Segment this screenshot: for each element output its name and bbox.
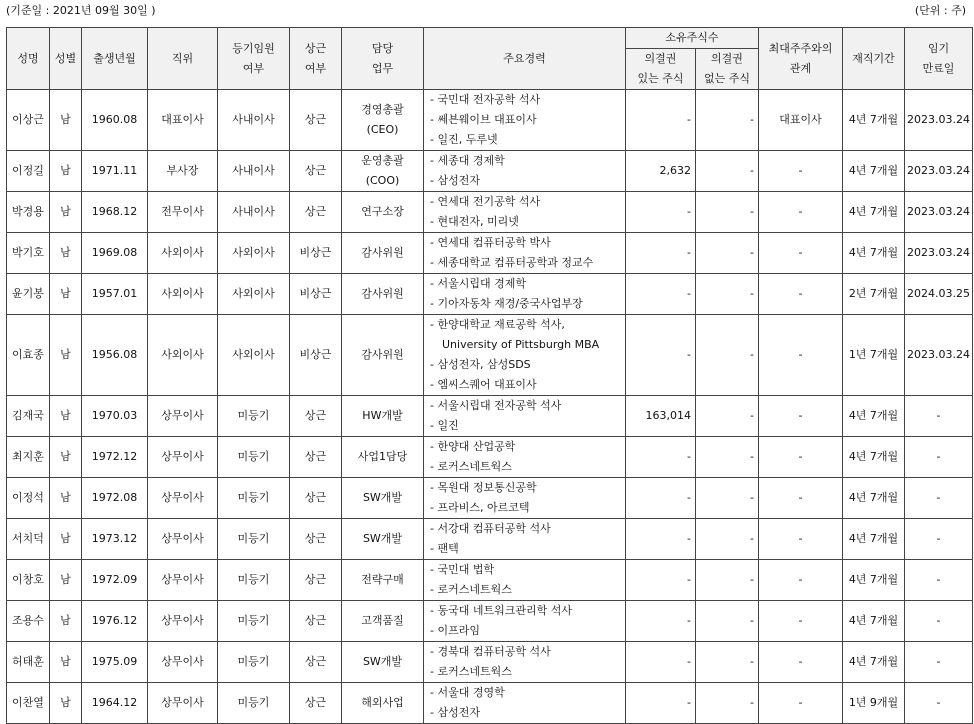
cell-term: 2023.03.24 — [905, 192, 973, 233]
header-gender: 성별 — [50, 28, 82, 90]
table-row — [7, 683, 973, 724]
cell-name: 박기호 — [7, 233, 50, 274]
career-line: - 이프라임 — [430, 624, 480, 637]
career-line: - 팬텍 — [430, 542, 459, 555]
cell-voting: - — [626, 315, 696, 396]
career-line: - 프라비스, 아르코텍 — [430, 501, 530, 514]
header-birth: 출생년월 — [82, 28, 148, 90]
cell-term: - — [905, 396, 973, 437]
cell-birth: 1973.12 — [82, 519, 148, 560]
cell-term: - — [905, 519, 973, 560]
cell-term: - — [905, 601, 973, 642]
career-line: - 쎄븐웨이브 대표이사 — [430, 113, 537, 126]
cell-fulltime: 상근 — [290, 478, 342, 519]
cell-career — [424, 642, 626, 683]
cell-career — [424, 519, 626, 560]
career-line: - 로커스네트웍스 — [430, 460, 512, 473]
cell-fulltime: 비상근 — [290, 233, 342, 274]
duty-line: HW개발 — [362, 409, 403, 422]
cell-tenure: 4년 7개월 — [843, 151, 905, 192]
cell-duty — [342, 437, 424, 478]
career-line: - 연세대 전기공학 석사 — [430, 195, 541, 208]
cell-relation: - — [759, 642, 843, 683]
career-line: - 한양대학교 재료공학 석사, — [430, 318, 565, 331]
career-line: - 로커스네트웍스 — [430, 583, 512, 596]
cell-name: 이정석 — [7, 478, 50, 519]
cell-tenure: 4년 7개월 — [843, 396, 905, 437]
cell-duty — [342, 90, 424, 151]
cell-career — [424, 396, 626, 437]
cell-voting: - — [626, 90, 696, 151]
cell-tenure: 1년 9개월 — [843, 683, 905, 724]
cell-gender: 남 — [50, 274, 82, 315]
cell-career — [424, 192, 626, 233]
cell-tenure: 4년 7개월 — [843, 560, 905, 601]
career-line: - 일진 — [430, 419, 459, 432]
cell-registered: 사내이사 — [218, 151, 290, 192]
cell-term: - — [905, 560, 973, 601]
cell-nonvoting: - — [696, 601, 759, 642]
cell-registered: 미등기 — [218, 478, 290, 519]
career-line: - 세종대학교 컴퓨터공학과 정교수 — [430, 256, 594, 269]
duty-line: 감사위원 — [361, 287, 404, 300]
cell-career — [424, 233, 626, 274]
cell-nonvoting: - — [696, 683, 759, 724]
cell-position: 부사장 — [148, 151, 218, 192]
cell-duty — [342, 151, 424, 192]
cell-registered: 사내이사 — [218, 90, 290, 151]
cell-term: - — [905, 642, 973, 683]
cell-relation: - — [759, 560, 843, 601]
cell-name: 조용수 — [7, 601, 50, 642]
header-relation-line: 관계 — [789, 61, 812, 75]
cell-name: 이효종 — [7, 315, 50, 396]
cell-birth: 1960.08 — [82, 90, 148, 151]
cell-birth: 1972.08 — [82, 478, 148, 519]
table-body — [7, 90, 973, 724]
table-row — [7, 192, 973, 233]
executive-table — [6, 27, 973, 724]
duty-line: SW개발 — [362, 532, 403, 545]
header-relation-line: 최대주주와의 — [768, 41, 833, 55]
cell-term: 2023.03.24 — [905, 90, 973, 151]
cell-tenure: 4년 7개월 — [843, 437, 905, 478]
cell-position: 상무이사 — [148, 601, 218, 642]
cell-name: 이창호 — [7, 560, 50, 601]
cell-registered: 사외이사 — [218, 315, 290, 396]
cell-gender: 남 — [50, 683, 82, 724]
header-name: 성명 — [7, 28, 50, 90]
cell-position: 상무이사 — [148, 642, 218, 683]
career-line: - 서울대 경영학 — [430, 686, 505, 699]
cell-fulltime: 상근 — [290, 90, 342, 151]
cell-duty — [342, 315, 424, 396]
cell-fulltime: 비상근 — [290, 315, 342, 396]
duty-line: 감사위원 — [361, 246, 404, 259]
cell-fulltime: 상근 — [290, 683, 342, 724]
cell-birth: 1964.12 — [82, 683, 148, 724]
cell-registered: 미등기 — [218, 437, 290, 478]
cell-gender: 남 — [50, 90, 82, 151]
cell-career — [424, 478, 626, 519]
cell-position: 사외이사 — [148, 315, 218, 396]
cell-name: 허태훈 — [7, 642, 50, 683]
table-row — [7, 519, 973, 560]
cell-gender: 남 — [50, 192, 82, 233]
cell-relation: - — [759, 274, 843, 315]
cell-relation: - — [759, 478, 843, 519]
cell-term: - — [905, 478, 973, 519]
career-line: - 연세대 컴퓨터공학 박사 — [430, 236, 551, 249]
cell-name: 김재국 — [7, 396, 50, 437]
career-line: - 한양대 산업공학 — [430, 440, 516, 453]
cell-duty — [342, 233, 424, 274]
cell-duty — [342, 683, 424, 724]
cell-nonvoting: - — [696, 519, 759, 560]
cell-duty — [342, 192, 424, 233]
career-line: - 현대전자, 미리넷 — [430, 215, 519, 228]
cell-voting: - — [626, 642, 696, 683]
career-line: - 목원대 정보통신공학 — [430, 481, 537, 494]
cell-birth: 1956.08 — [82, 315, 148, 396]
cell-career — [424, 315, 626, 396]
cell-registered: 미등기 — [218, 683, 290, 724]
cell-nonvoting: - — [696, 315, 759, 396]
cell-birth: 1972.12 — [82, 437, 148, 478]
career-line: - 엠씨스퀘어 대표이사 — [430, 378, 537, 391]
cell-tenure: 4년 7개월 — [843, 601, 905, 642]
cell-fulltime: 상근 — [290, 192, 342, 233]
cell-duty — [342, 274, 424, 315]
cell-relation: - — [759, 396, 843, 437]
duty-line: 해외사업 — [361, 696, 404, 709]
cell-nonvoting: - — [696, 233, 759, 274]
header-term — [905, 28, 973, 90]
cell-career — [424, 601, 626, 642]
cell-gender: 남 — [50, 642, 82, 683]
career-line: - 경북대 컴퓨터공학 석사 — [430, 645, 551, 658]
cell-nonvoting: - — [696, 437, 759, 478]
cell-nonvoting: - — [696, 396, 759, 437]
cell-duty — [342, 478, 424, 519]
cell-nonvoting: - — [696, 642, 759, 683]
cell-voting: 2,632 — [626, 151, 696, 192]
cell-position: 상무이사 — [148, 478, 218, 519]
cell-fulltime: 상근 — [290, 601, 342, 642]
cell-relation: - — [759, 601, 843, 642]
cell-nonvoting: - — [696, 560, 759, 601]
cell-career — [424, 560, 626, 601]
header-registered-line: 여부 — [242, 61, 265, 75]
header-registered-line: 등기임원 — [232, 41, 275, 55]
header-voting-line: 있는 주식 — [637, 72, 684, 85]
cell-name: 이정길 — [7, 151, 50, 192]
career-line: - 서울시립대 경제학 — [430, 277, 526, 290]
cell-position: 상무이사 — [148, 437, 218, 478]
duty-line: 경영총괄 — [361, 103, 404, 116]
cell-registered: 미등기 — [218, 560, 290, 601]
cell-term: 2023.03.24 — [905, 151, 973, 192]
cell-relation: - — [759, 233, 843, 274]
cell-career — [424, 437, 626, 478]
cell-fulltime: 상근 — [290, 437, 342, 478]
cell-registered: 미등기 — [218, 519, 290, 560]
career-line: - 삼성전자, 삼성SDS — [430, 358, 531, 371]
table-row — [7, 642, 973, 683]
career-line: - 동국대 네트워크관리학 석사 — [430, 604, 572, 617]
career-line: - 삼성전자 — [430, 706, 480, 719]
cell-registered: 사내이사 — [218, 192, 290, 233]
cell-tenure: 4년 7개월 — [843, 233, 905, 274]
cell-voting: - — [626, 192, 696, 233]
duty-line: SW개발 — [362, 491, 403, 504]
cell-name: 윤기봉 — [7, 274, 50, 315]
cell-relation: - — [759, 519, 843, 560]
career-line: - 일진, 두루넷 — [430, 133, 498, 146]
cell-name: 서치덕 — [7, 519, 50, 560]
career-line: - 국민대 전자공학 석사 — [430, 93, 541, 106]
cell-nonvoting: - — [696, 274, 759, 315]
table-row — [7, 315, 973, 396]
table-row — [7, 560, 973, 601]
cell-position: 상무이사 — [148, 519, 218, 560]
cell-duty — [342, 560, 424, 601]
cell-term: - — [905, 683, 973, 724]
cell-position: 전무이사 — [148, 192, 218, 233]
cell-term: 2023.03.24 — [905, 315, 973, 396]
career-line: - 로커스네트웍스 — [430, 665, 512, 678]
cell-relation: - — [759, 151, 843, 192]
duty-line: 운영총괄 — [361, 154, 404, 167]
header-position: 직위 — [148, 28, 218, 90]
header-tenure: 재직기간 — [843, 28, 905, 90]
cell-gender: 남 — [50, 478, 82, 519]
table-row — [7, 396, 973, 437]
cell-gender: 남 — [50, 151, 82, 192]
cell-position: 대표이사 — [148, 90, 218, 151]
cell-voting: - — [626, 519, 696, 560]
cell-relation: - — [759, 315, 843, 396]
header-career: 주요경력 — [424, 28, 626, 90]
table-row — [7, 478, 973, 519]
cell-name: 이상근 — [7, 90, 50, 151]
header-fulltime-line: 상근 — [304, 41, 327, 55]
cell-gender: 남 — [50, 437, 82, 478]
cell-voting: - — [626, 601, 696, 642]
cell-duty — [342, 601, 424, 642]
cell-birth: 1976.12 — [82, 601, 148, 642]
cell-voting: 163,014 — [626, 396, 696, 437]
cell-registered: 사외이사 — [218, 233, 290, 274]
cell-career — [424, 90, 626, 151]
cell-name: 박경용 — [7, 192, 50, 233]
header-duty-line: 담당 — [371, 41, 394, 55]
cell-relation: 대표이사 — [759, 90, 843, 151]
header-nonvoting — [696, 49, 759, 90]
header-voting-line: 의결권 — [644, 52, 677, 65]
cell-gender: 남 — [50, 396, 82, 437]
cell-tenure: 1년 7개월 — [843, 315, 905, 396]
duty-line: 연구소장 — [361, 205, 404, 218]
cell-voting: - — [626, 274, 696, 315]
cell-registered: 미등기 — [218, 396, 290, 437]
cell-birth: 1957.01 — [82, 274, 148, 315]
cell-birth: 1972.09 — [82, 560, 148, 601]
cell-name: 이찬열 — [7, 683, 50, 724]
cell-relation: - — [759, 437, 843, 478]
cell-tenure: 2년 7개월 — [843, 274, 905, 315]
cell-voting: - — [626, 233, 696, 274]
career-line: - 기아자동차 재경/중국사업부장 — [430, 297, 583, 310]
header-shares: 소유주식수 — [626, 28, 759, 49]
cell-career — [424, 151, 626, 192]
cell-position: 상무이사 — [148, 560, 218, 601]
cell-fulltime: 상근 — [290, 560, 342, 601]
cell-tenure: 4년 7개월 — [843, 519, 905, 560]
career-line: - 서울시립대 전자공학 석사 — [430, 399, 562, 412]
table-row — [7, 233, 973, 274]
cell-nonvoting: - — [696, 90, 759, 151]
cell-position: 상무이사 — [148, 683, 218, 724]
cell-position: 사외이사 — [148, 233, 218, 274]
cell-relation: - — [759, 683, 843, 724]
cell-voting: - — [626, 683, 696, 724]
duty-line: 전략구매 — [361, 573, 404, 586]
header-fulltime-line: 여부 — [304, 61, 327, 75]
duty-line: 고객품질 — [361, 614, 404, 627]
cell-term: 2024.03.25 — [905, 274, 973, 315]
cell-tenure: 4년 7개월 — [843, 192, 905, 233]
cell-term: 2023.03.24 — [905, 233, 973, 274]
cell-position: 사외이사 — [148, 274, 218, 315]
career-line: - 삼성전자 — [430, 174, 480, 187]
cell-gender: 남 — [50, 233, 82, 274]
cell-registered: 사외이사 — [218, 274, 290, 315]
cell-gender: 남 — [50, 519, 82, 560]
duty-line: 사업1담당 — [357, 450, 408, 463]
cell-career — [424, 274, 626, 315]
cell-birth: 1968.12 — [82, 192, 148, 233]
header-registered — [218, 28, 290, 90]
cell-fulltime: 상근 — [290, 642, 342, 683]
cell-nonvoting: - — [696, 478, 759, 519]
cell-gender: 남 — [50, 601, 82, 642]
cell-relation: - — [759, 192, 843, 233]
cell-registered: 미등기 — [218, 642, 290, 683]
cell-birth: 1971.11 — [82, 151, 148, 192]
duty-line: (CEO) — [366, 123, 399, 136]
duty-line: (COO) — [365, 174, 400, 187]
career-line: - 국민대 법학 — [430, 563, 495, 576]
duty-line: 감사위원 — [361, 348, 404, 361]
cell-nonvoting: - — [696, 192, 759, 233]
cell-career — [424, 683, 626, 724]
cell-position: 상무이사 — [148, 396, 218, 437]
header-nonvoting-line: 없는 주식 — [703, 72, 750, 85]
career-line: University of Pittsburgh MBA — [442, 338, 600, 351]
cell-gender: 남 — [50, 560, 82, 601]
cell-name: 최지훈 — [7, 437, 50, 478]
cell-voting: - — [626, 478, 696, 519]
cell-voting: - — [626, 437, 696, 478]
cell-tenure: 4년 7개월 — [843, 90, 905, 151]
header-fulltime — [290, 28, 342, 90]
cell-fulltime: 비상근 — [290, 274, 342, 315]
header-voting — [626, 49, 696, 90]
table-row — [7, 601, 973, 642]
header-nonvoting-line: 의결권 — [711, 52, 743, 65]
header-duty-line: 업무 — [371, 61, 394, 75]
cell-fulltime: 상근 — [290, 396, 342, 437]
cell-gender: 남 — [50, 315, 82, 396]
cell-duty — [342, 642, 424, 683]
table-row — [7, 151, 973, 192]
duty-line: SW개발 — [362, 655, 403, 668]
cell-fulltime: 상근 — [290, 519, 342, 560]
cell-birth: 1969.08 — [82, 233, 148, 274]
header-term-line: 임기 — [927, 41, 950, 55]
cell-duty — [342, 396, 424, 437]
header-relation — [759, 28, 843, 90]
table-row — [7, 274, 973, 315]
table-row — [7, 437, 973, 478]
cell-term: - — [905, 437, 973, 478]
unit-label: (단위 : 주) — [914, 4, 966, 17]
cell-birth: 1975.09 — [82, 642, 148, 683]
career-line: - 세종대 경제학 — [430, 154, 505, 167]
cell-registered: 미등기 — [218, 601, 290, 642]
cell-birth: 1970.03 — [82, 396, 148, 437]
header-term-line: 만료일 — [922, 61, 955, 75]
cell-nonvoting: - — [696, 151, 759, 192]
header-duty — [342, 28, 424, 90]
cell-duty — [342, 519, 424, 560]
cell-tenure: 4년 7개월 — [843, 642, 905, 683]
cell-fulltime: 상근 — [290, 151, 342, 192]
career-line: - 서강대 컴퓨터공학 석사 — [430, 522, 551, 535]
table-row — [7, 90, 973, 151]
cell-tenure: 4년 7개월 — [843, 478, 905, 519]
basis-date: (기준일 : 2021년 09월 30일 ) — [6, 4, 156, 17]
cell-voting: - — [626, 560, 696, 601]
